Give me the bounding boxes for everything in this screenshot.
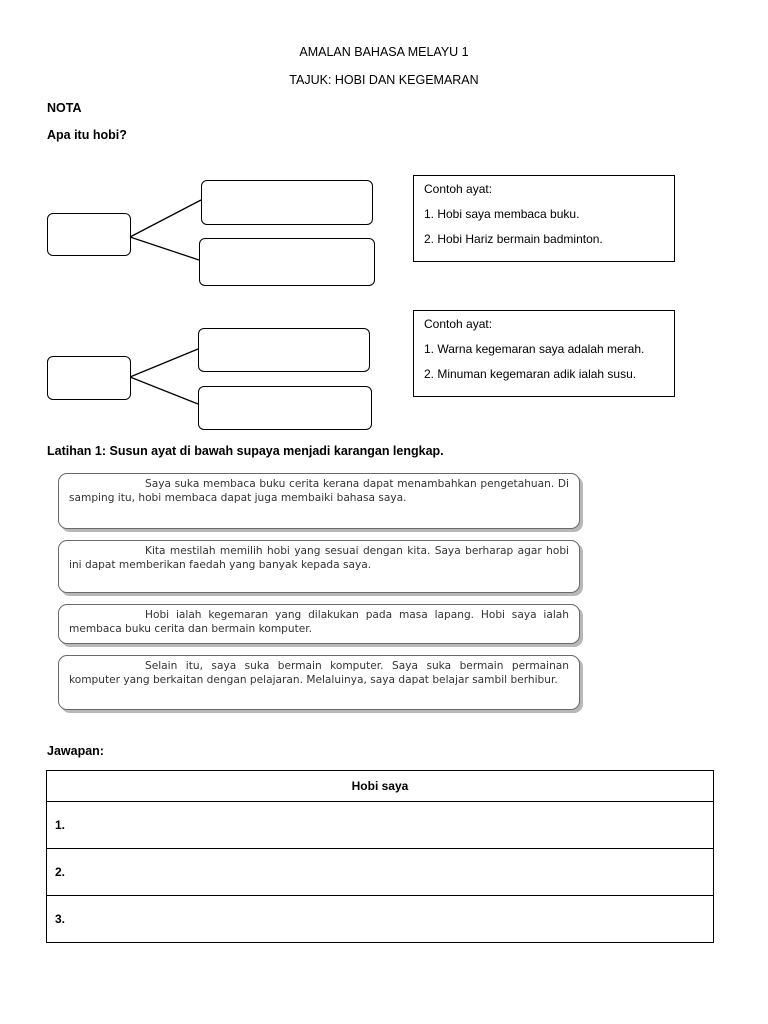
sentence-strip-text: Hobi ialah kegemaran yang dilakukan pada masa lapang. Hobi saya ialah membaca buku cerita dan bermain komputer. [69,609,569,635]
exercise-instruction: Latihan 1: Susun ayat di bawah supaya menjadi karangan lengkap. [47,444,444,458]
example-line: 2. Hobi Hariz bermain badminton. [424,232,603,246]
example-box-hobi [413,175,675,262]
answer-row-number: 3. [47,896,714,943]
answer-table [46,770,714,943]
nota-heading: NOTA [47,101,82,115]
sentence-strip[interactable] [58,655,580,710]
table-row[interactable] [47,896,714,943]
document-title: AMALAN BAHASA MELAYU 1 [299,45,469,59]
diagram2-line-bottom [130,377,198,404]
nota-question: Apa itu hobi? [47,128,127,142]
diagram2-branch-top-box[interactable] [198,328,370,372]
sentence-strip[interactable] [58,473,580,529]
document-subtitle: TAJUK: HOBI DAN KEGEMARAN [289,73,479,87]
sentence-strip[interactable] [58,604,580,644]
answer-label: Jawapan: [47,744,104,758]
diagram2-line-top [130,349,198,377]
table-row[interactable] [47,802,714,849]
diagram1-line-top [130,200,201,237]
example-line: 2. Minuman kegemaran adik ialah susu. [424,367,637,381]
answer-row-number: 2. [47,849,714,896]
diagram1-line-bottom [130,237,199,260]
sentence-strip[interactable] [58,540,580,593]
diagram2-center-box[interactable] [47,356,131,400]
sentence-strip-text: Kita mestilah memilih hobi yang sesuai dengan kita. Saya berharap agar hobi ini dapat memberikan faedah yang banyak kepada saya. [69,545,569,571]
answer-row-number: 1. [47,802,714,849]
answer-table-title: Hobi saya [47,771,714,802]
table-row[interactable] [47,849,714,896]
example-heading: Contoh ayat: [424,182,493,196]
sentence-strip-text: Selain itu, saya suka bermain komputer. Saya suka bermain permainan komputer yang berkaitan dengan pelajaran. Melaluinya, saya dapat belajar sambil berhibur. [69,660,569,686]
diagram2-branch-bottom-box[interactable] [198,386,372,430]
example-box-kegemaran [413,310,675,397]
example-line: 1. Hobi saya membaca buku. [424,207,580,221]
sentence-strip-text: Saya suka membaca buku cerita kerana dapat menambahkan pengetahuan. Di samping itu, hobi membaca dapat juga membaiki bahasa saya. [69,478,569,504]
example-line: 1. Warna kegemaran saya adalah merah. [424,342,645,356]
example-heading: Contoh ayat: [424,317,493,331]
